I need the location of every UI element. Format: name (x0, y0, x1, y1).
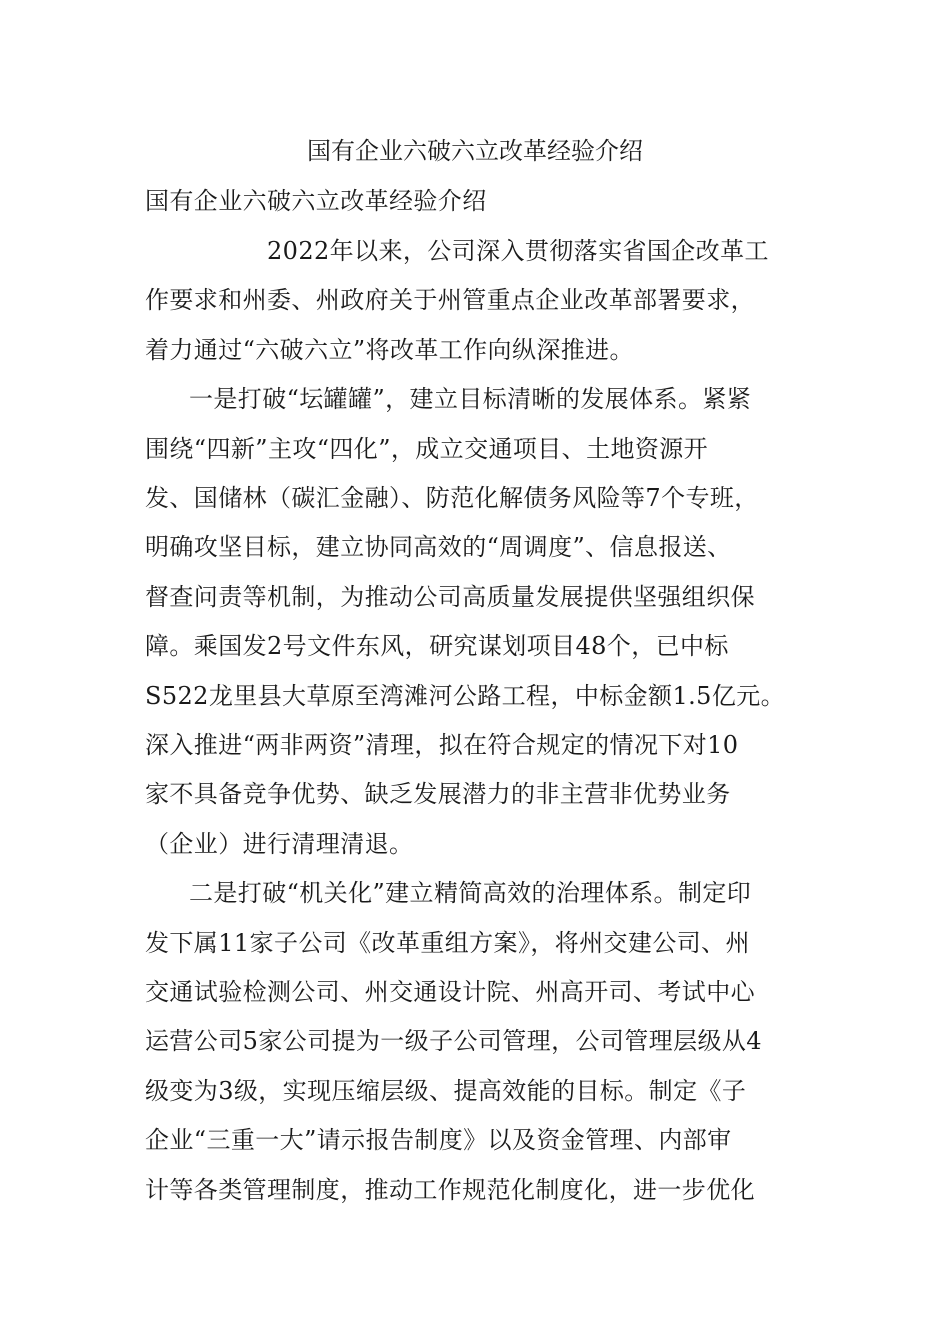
body-text-line: 围绕“四新”主攻“四化”，成立交通项目、土地资源开 (145, 434, 709, 463)
body-text-line: 交通试验检测公司、州交通设计院、州高开司、考试中心 (145, 978, 755, 1006)
body-text-line: 作要求和州委、州政府关于州管重点企业改革部署要求， (145, 286, 755, 315)
body-text-line: 级变为3级，实现压缩层级、提高效能的目标。制定《子 (145, 1076, 747, 1105)
body-text-line: 企业“三重一大”请示报告制度》以及资金管理、内部审 (145, 1126, 732, 1155)
body-text-line: （企业）进行清理清退。 (145, 829, 414, 858)
document-subtitle: 国有企业六破六立改革经验介绍 (145, 187, 487, 215)
body-text-line: 计等各类管理制度，推动工作规范化制度化，进一步优化 (145, 1175, 755, 1204)
body-text-line: 障。乘国发2号文件东风，研究谋划项目48个，已中标 (145, 632, 729, 661)
body-text-line: 一是打破“坛罐罐”，建立目标清晰的发展体系。紧紧 (189, 385, 752, 414)
body-text-line: 运营公司5家公司提为一级子公司管理，公司管理层级从4 (145, 1027, 762, 1056)
body-text-line: 明确攻坚目标，建立协同高效的“周调度”、信息报送、 (145, 533, 732, 562)
body-text-line: 着力通过“六破六立”将改革工作向纵深推进。 (145, 335, 634, 364)
body-text-line: 二是打破“机关化”建立精简高效的治理体系。制定印 (189, 879, 752, 908)
body-text-line: S522龙里县大草原至湾滩河公路工程，中标金额1.5亿元。 (145, 681, 786, 710)
body-text-line: 深入推进“两非两资”清理，拟在符合规定的情况下对10 (145, 731, 739, 759)
body-text-line: 2022年以来，公司深入贯彻落实省国企改革工 (267, 237, 769, 265)
body-text-line: 督查问责等机制，为推动公司高质量发展提供坚强组织保 (145, 582, 755, 611)
body-text-line: 发、国储林（碳汇金融）、防范化解债务风险等7个专班， (145, 484, 759, 512)
body-text-line: 家不具备竞争优势、缺乏发展潜力的非主营非优势业务 (145, 780, 731, 809)
body-text-line: 发下属11家子公司《改革重组方案》，将州交建公司、州 (145, 928, 750, 957)
document-title: 国有企业六破六立改革经验介绍 (307, 137, 643, 165)
